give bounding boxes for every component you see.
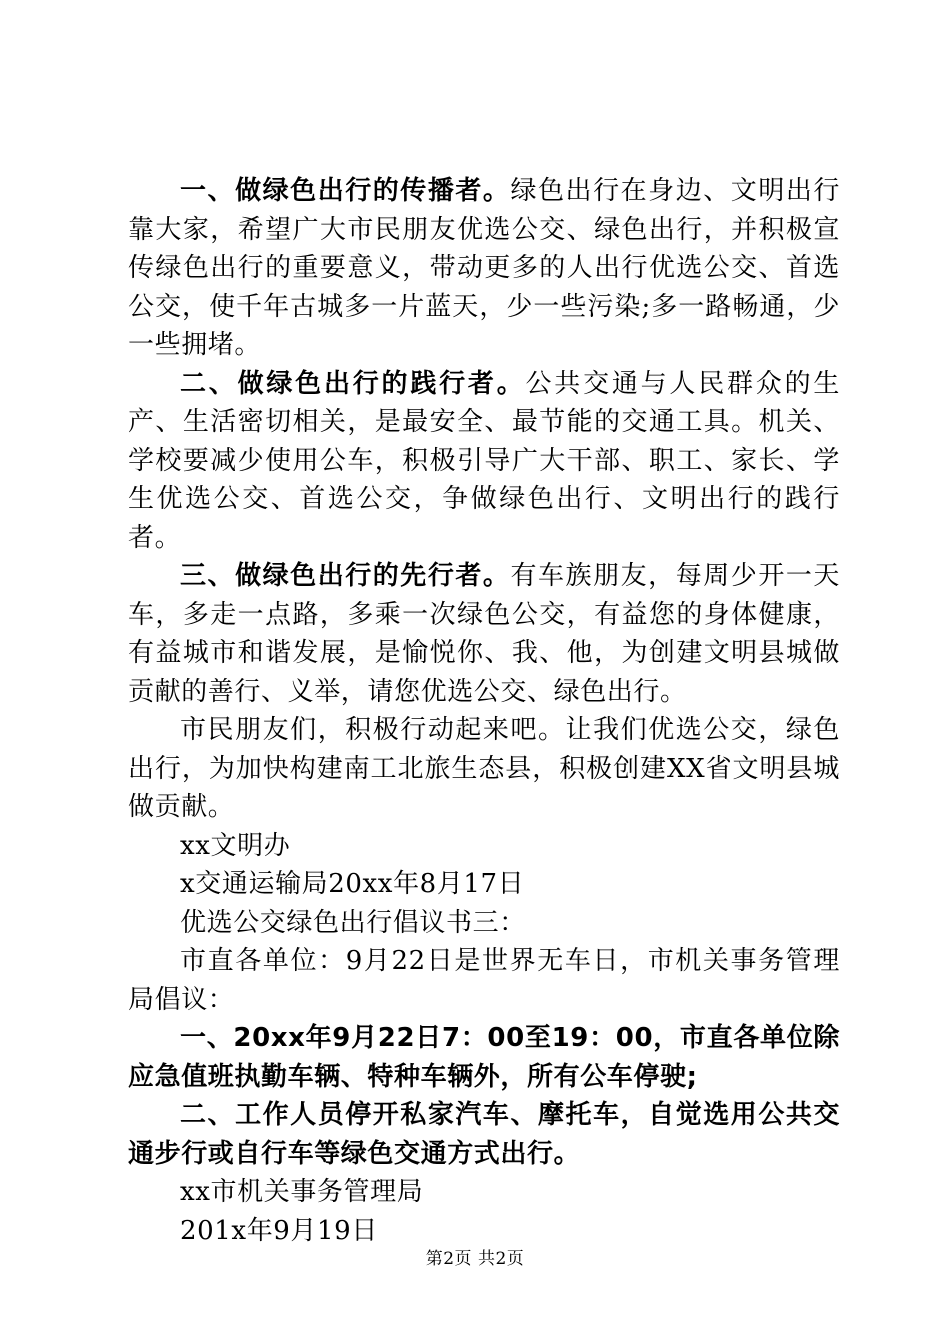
document-body [128, 172, 840, 1250]
paragraph-1-text: 绿色出行在身边、文明出行靠大家，希望广大市民朋友优选公交、绿色出行，并积极宣传绿色出行的重要意义，带动更多的人出行优选公交、首选公交，使千年古城多一片蓝天，少一些污染;多一路畅通，少一些拥堵。 [128, 176, 840, 360]
signature-date: 201x年9月19日 [180, 1215, 378, 1246]
signature-transport-date: x交通运输局20xx年8月17日 [180, 869, 525, 899]
paragraph-1-heading: 一、做绿色出行的传播者。 [180, 176, 511, 206]
paragraph-7: 二、工作人员停开私家汽车、摩托车，自觉选用公共交通步行或自行车等绿色交通方式出行。 [128, 1100, 840, 1169]
paragraph-6: 一、20xx年9月22日7：00至19：00，市直各单位除应急值班执勤车辆、特种车辆外，所有公车停驶; [128, 1023, 840, 1092]
signature-bureau: xx市机关事务管理局 [180, 1177, 424, 1207]
paragraph-3 [128, 557, 840, 711]
paragraph-5: 市直各单位：9月22日是世界无车日，市机关事务管理局倡议： [128, 946, 840, 1015]
paragraph-2-text: 公共交通与人民群众的生产、生活密切相关，是最安全、最节能的交通工具。机关、学校要减少使用公车，积极引导广大干部、职工、家长、学生优选公交、首选公交，争做绿色出行、文明出行的践行者。 [128, 368, 840, 553]
page-number-footer: 第2页 共2页 [425, 1249, 525, 1269]
section-heading: 优选公交绿色出行倡议书三： [180, 907, 526, 938]
paragraph-1 [128, 172, 840, 365]
paragraph-3-heading: 三、做绿色出行的先行者。 [180, 561, 511, 591]
paragraph-4: 市民朋友们，积极行动起来吧。让我们优选公交，绿色出行，为加快构建南工北旅生态县，积极创建XX省文明县城做贡献。 [128, 715, 840, 822]
paragraph-2-heading: 二、做绿色出行的践行者。 [180, 368, 526, 399]
paragraph-3-text: 有车族朋友，每周少开一天车，多走一点路，多乘一次绿色公交，有益您的身体健康，有益城市和谐发展，是愉悦你、我、他，为创建文明县城做贡献的善行、义举，请您优选公交、绿色出行。 [128, 561, 840, 707]
signature-office: xx文明办 [180, 830, 291, 861]
paragraph-2 [128, 365, 840, 558]
